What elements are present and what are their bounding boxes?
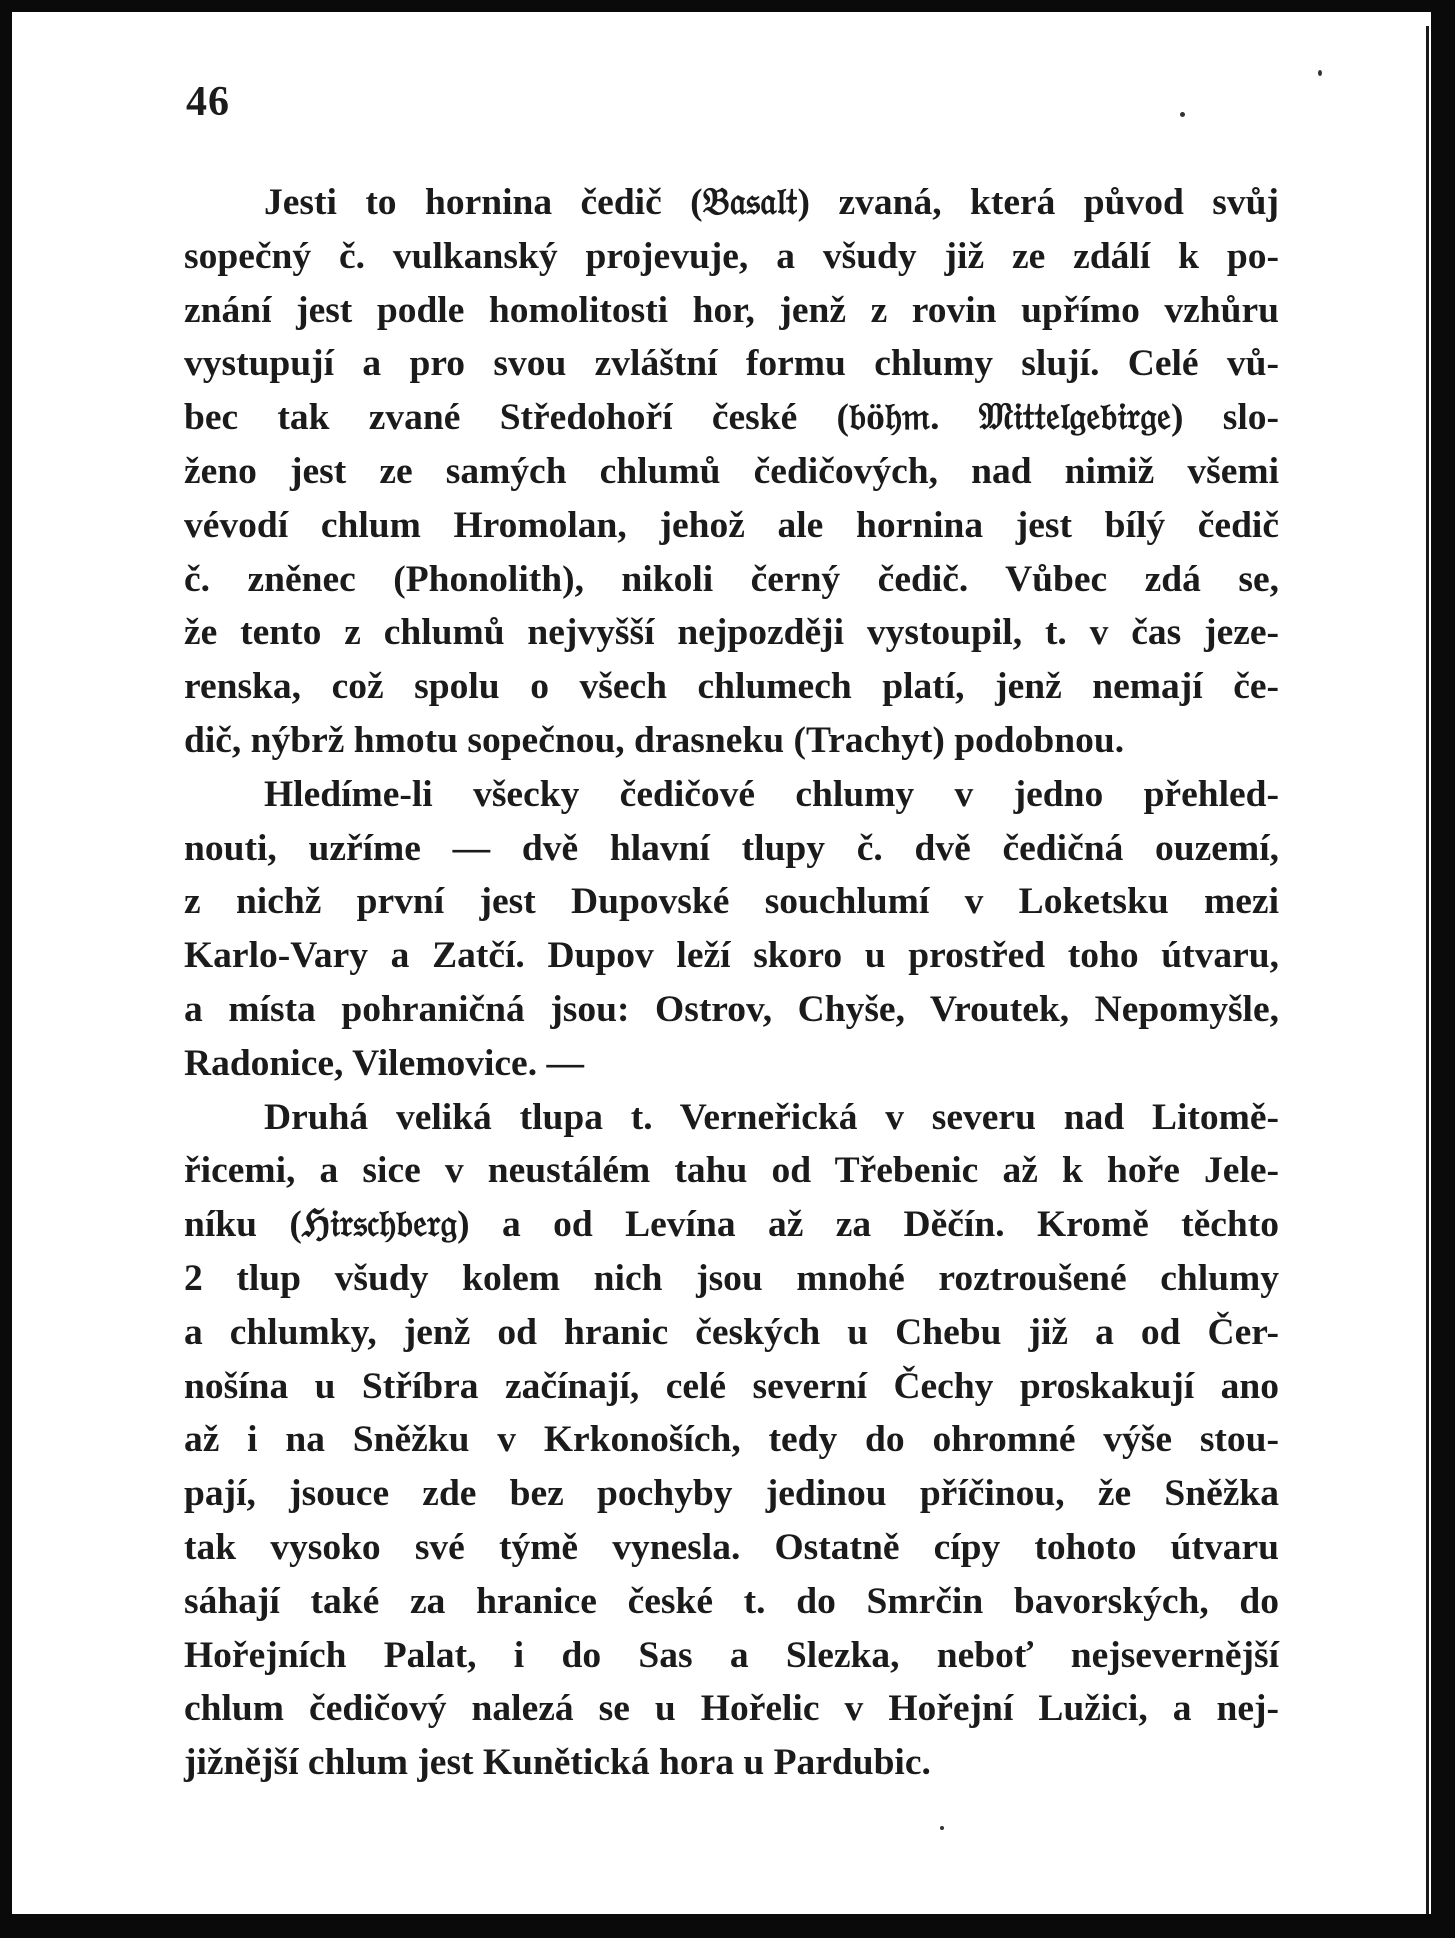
text-line: sopečný č. vulkanský projevuje, a všudy již ze zdálí k po- <box>184 235 1279 277</box>
text-line: pají, jsouce zde bez pochyby jedinou příčinou, že Sněžka <box>184 1473 1279 1515</box>
text-line: Hořejních Palat, i do Sas a Slezka, neboť nejsevernější <box>184 1634 1279 1676</box>
text-line: nošína u Stříbra začínají, celé severní Čechy proskakují ano <box>184 1365 1279 1407</box>
text-line: dič, nýbrž hmotu sopečnou, drasneku (Trachyt) podobnou. <box>184 719 1125 761</box>
text-line: Jesti to hornina čedič (𝔅𝔞𝔰𝔞𝔩𝔱) zvaná, která původ svůj <box>264 182 1279 223</box>
text-line: že tento z chlumů nejvyšší nejpozději vystoupil, t. v čas jeze- <box>184 612 1279 654</box>
text-line: nouti, uzříme — dvě hlavní tlupy č. dvě čedičná ouzemí, <box>184 827 1279 869</box>
text-line: Druhá veliká tlupa t. Verneřická v severu nad Litomě- <box>264 1096 1279 1138</box>
text-line: až i na Sněžku v Krkonoších, tedy do ohromné výše stou- <box>184 1419 1279 1461</box>
page-edge-line <box>1426 26 1429 1914</box>
text-line: řicemi, a sice v neustálém tahu od Třebenic až k hoře Jele- <box>184 1150 1279 1192</box>
scan-speck <box>1318 70 1322 76</box>
text-line: renska, což spolu o všech chlumech platí, jenž nemají če- <box>184 666 1279 708</box>
text-line: sáhají také za hranice české t. do Smrčin bavorských, do <box>184 1580 1279 1622</box>
text-line: ženo jest ze samých chlumů čedičových, nad nimiž všemi <box>184 450 1279 492</box>
page-number: 46 <box>186 79 230 125</box>
text-line: znání jest podle homolitosti hor, jenž z rovin upřímo vzhůru <box>184 289 1279 331</box>
scan-border-right <box>1431 0 1455 1938</box>
scan-border-top <box>0 0 1455 12</box>
text-line: Hledíme-li všecky čedičové chlumy v jedno přehled- <box>264 773 1279 815</box>
text-line: chlum čedičový nalezá se u Hořelic v Hořejní Lužici, a nej- <box>184 1688 1279 1730</box>
text-line: č. zněnec (Phonolith), nikoli černý čedič. Vůbec zdá se, <box>184 558 1279 600</box>
scan-border-left <box>0 0 12 1938</box>
text-line: jižnější chlum jest Kunětická hora u Pardubic. <box>184 1742 931 1784</box>
text-line: níku (ℌ𝔦𝔯𝔰𝔠𝔥𝔟𝔢𝔯𝔤) a od Levína až za Děčín. Kromě těchto <box>184 1204 1279 1246</box>
text-line: z nichž první jest Dupovské souchlumí v Loketsku mezi <box>184 881 1279 923</box>
text-line: 2 tlup všudy kolem nich jsou mnohé roztroušené chlumy <box>184 1257 1279 1299</box>
text-line: vévodí chlum Hromolan, jehož ale hornina jest bílý čedič <box>184 504 1279 546</box>
text-line: a chlumky, jenž od hranic českých u Chebu již a od Čer- <box>184 1311 1279 1353</box>
scan-border-bottom <box>0 1914 1455 1938</box>
text-line: vystupují a pro svou zvláštní formu chlumy slují. Celé vů- <box>184 343 1279 385</box>
text-line: a místa pohraničná jsou: Ostrov, Chyše, Vroutek, Nepomyšle, <box>184 988 1279 1030</box>
text-line: bec tak zvané Středohoří české (𝔟ö𝔥𝔪. 𝔐𝔦𝔱𝔱𝔢𝔩𝔤𝔢𝔟𝔦𝔯𝔤𝔢) slo- <box>184 397 1279 439</box>
text-line: tak vysoko své týmě vynesla. Ostatně cípy tohoto útvaru <box>184 1526 1279 1568</box>
body-text <box>184 176 1279 1790</box>
scan-speck <box>940 1826 944 1830</box>
text-line: Karlo-Vary a Zatčí. Dupov leží skoro u prostřed toho útvaru, <box>184 935 1279 977</box>
text-line: Radonice, Vilemovice. — <box>184 1042 584 1084</box>
scan-speck <box>1180 112 1185 117</box>
